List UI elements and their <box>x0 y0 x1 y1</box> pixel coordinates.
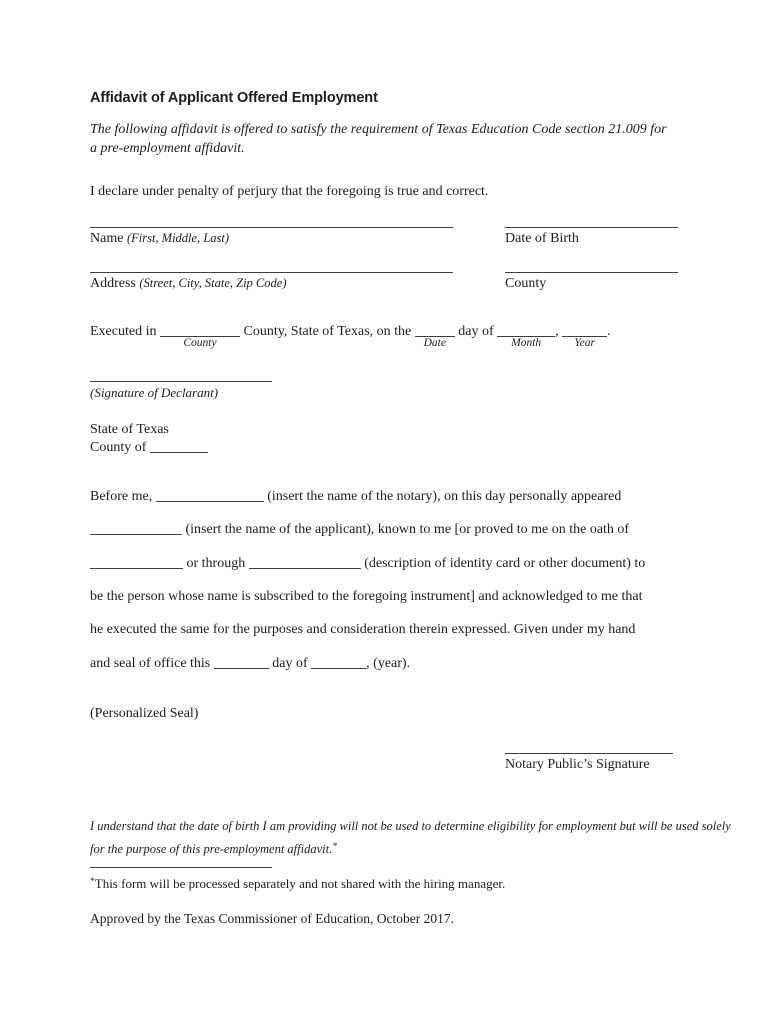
understanding-statement <box>90 816 731 860</box>
footnote-body: This form will be processed separately and not shared with the hiring manager. <box>94 876 506 891</box>
seal-of-office-text: and seal of office this <box>90 656 211 671</box>
form-subtitle-line2: a pre-employment affidavit. <box>90 140 245 156</box>
name-label: Name <box>90 231 124 246</box>
venue-county-of: County of <box>90 439 147 455</box>
seal-day-of-text: day of <box>272 656 308 671</box>
declarant-signature-field <box>90 381 272 401</box>
executed-year-blank[interactable] <box>562 324 607 349</box>
approval-text: Approved by the Texas Commissioner of Education, October 2017. <box>90 911 454 926</box>
seal-year-text: , (year). <box>366 656 411 671</box>
identity-document-hint: (description of identity card or other document) to <box>364 556 646 571</box>
seal-caption: (Personalized Seal) <box>90 706 199 721</box>
executed-county-sublabel: County <box>183 337 217 349</box>
address-field <box>90 272 453 292</box>
name-field-label <box>90 228 453 247</box>
notary-name-blank[interactable] <box>156 489 264 502</box>
executed-clause <box>90 324 611 349</box>
applicant-name-blank[interactable] <box>90 522 182 535</box>
notary-paragraph-line3 <box>90 556 645 572</box>
declaration-text: I declare under penalty of perjury that the foregoing is true and correct. <box>90 184 489 199</box>
address-field-label <box>90 273 453 292</box>
executed-middle: County, State of Texas, on the <box>243 324 412 339</box>
venue-block <box>90 421 208 456</box>
identity-document-blank[interactable] <box>249 556 361 569</box>
venue-county-blank[interactable] <box>150 440 208 453</box>
name-hint: (First, Middle, Last) <box>126 231 230 245</box>
understanding-line2-text: for the purpose of this pre-employment affidavit. <box>90 842 333 856</box>
notary-paragraph-line5: he executed the same for the purposes and consideration therein expressed. Given under my hand <box>90 622 636 637</box>
form-subtitle-line1: The following affidavit is offered to satisfy the requirement of Texas Education Code section 21.009 for <box>90 122 667 137</box>
understanding-asterisk: * <box>332 842 337 852</box>
notary-paragraph-line2 <box>90 522 629 538</box>
notary-paragraph-line1 <box>90 489 621 505</box>
executed-year-sublabel: Year <box>574 337 595 349</box>
executed-day-of: day of <box>458 324 494 339</box>
venue-county-line <box>90 439 208 457</box>
understanding-line2 <box>90 837 731 860</box>
county-field <box>505 272 678 292</box>
address-label: Address <box>90 276 136 291</box>
or-through-text: or through <box>186 556 246 571</box>
executed-period: . <box>607 324 611 339</box>
executed-month-sublabel: Month <box>511 337 542 349</box>
notary-name-hint: (insert the name of the notary), on this day personally appeared <box>267 489 622 504</box>
executed-county-blank[interactable] <box>160 324 240 349</box>
notary-signature-field <box>505 753 673 773</box>
executed-date-sublabel: Date <box>423 337 446 349</box>
footnote-separator <box>90 867 272 868</box>
declarant-signature-caption: (Signature of Declarant) <box>90 385 219 400</box>
oath-blank[interactable] <box>90 556 183 569</box>
understanding-line1: I understand that the date of birth I am providing will not be used to determine eligibility for employment but will be used solely <box>90 819 731 833</box>
seal-month-blank[interactable] <box>311 656 366 669</box>
dob-label: Date of Birth <box>505 231 579 246</box>
notary-paragraph-line4: be the person whose name is subscribed to the foregoing instrument] and acknowledged to me that <box>90 589 643 604</box>
footnote-text <box>90 876 505 892</box>
executed-comma: , <box>555 324 559 339</box>
dob-field <box>505 227 678 247</box>
footnote-asterisk: * <box>90 877 95 887</box>
seal-day-blank[interactable] <box>214 656 269 669</box>
form-subtitle <box>90 121 667 158</box>
venue-state: State of Texas <box>90 422 169 437</box>
name-field <box>90 227 453 247</box>
executed-prefix: Executed in <box>90 324 157 339</box>
notary-paragraph-line6 <box>90 656 410 672</box>
before-me-text: Before me, <box>90 489 153 504</box>
executed-month-blank[interactable] <box>497 324 555 349</box>
applicant-name-hint: (insert the name of the applicant), known to me [or proved to me on the oath of <box>185 522 630 537</box>
form-title: Affidavit of Applicant Offered Employment <box>90 90 378 106</box>
executed-date-blank[interactable] <box>415 324 455 349</box>
notary-signature-caption: Notary Public’s Signature <box>505 757 650 772</box>
address-hint: (Street, City, State, Zip Code) <box>139 276 287 290</box>
county-label: County <box>505 276 547 291</box>
